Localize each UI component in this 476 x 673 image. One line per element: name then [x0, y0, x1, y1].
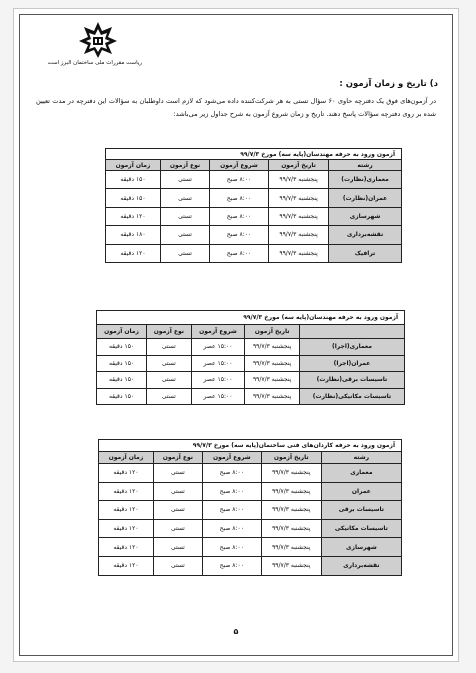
- duration-cell: ۱۵۰ دقیقه: [97, 355, 147, 372]
- start-cell: ۸:۰۰ صبح: [209, 207, 268, 225]
- duration-cell: ۱۵۰ دقیقه: [97, 388, 147, 405]
- header-type: نوع آزمون: [153, 452, 202, 464]
- date-cell: پنجشنبه ۹۹/۷/۳: [269, 244, 329, 262]
- date-cell: پنجشنبه ۹۹/۷/۳: [261, 464, 321, 483]
- header-date: تاریخ آزمون: [245, 325, 300, 339]
- type-cell: تستی: [161, 226, 210, 244]
- start-cell: ۸:۰۰ صبح: [202, 501, 261, 520]
- duration-cell: ۱۵۰ دقیقه: [106, 189, 161, 207]
- header-date: تاریخ آزمون: [261, 452, 321, 464]
- field-cell: معماری(اجرا): [299, 339, 404, 356]
- start-cell: ۸:۰۰ صبح: [209, 189, 268, 207]
- type-cell: تستی: [153, 519, 202, 538]
- start-cell: ۸:۰۰ صبح: [209, 171, 268, 189]
- table-row: [97, 355, 405, 372]
- duration-cell: ۱۲۰ دقیقه: [99, 482, 154, 501]
- table-row: [99, 464, 402, 483]
- duration-cell: ۱۲۰ دقیقه: [99, 519, 154, 538]
- type-cell: تستی: [161, 244, 210, 262]
- date-cell: پنجشنبه ۹۹/۷/۳: [245, 388, 300, 405]
- type-cell: تستی: [147, 339, 191, 356]
- header-field: رشته: [329, 160, 402, 171]
- type-cell: تستی: [153, 538, 202, 557]
- star-emblem-icon: [78, 21, 118, 59]
- duration-cell: ۱۲۰ دقیقه: [106, 207, 161, 225]
- header-duration: زمان آزمون: [99, 452, 154, 464]
- table-caption: آزمون ورود به حرفه مهندسان(پایه سه) مورخ ۹۹/۷/۳: [97, 311, 405, 325]
- logo-caption: ریاست مقررات ملی ساختمان البرز است: [47, 60, 142, 66]
- duration-cell: ۱۵۰ دقیقه: [106, 171, 161, 189]
- date-cell: پنجشنبه ۹۹/۷/۳: [245, 355, 300, 372]
- field-cell: معماری: [321, 464, 401, 483]
- duration-cell: ۱۲۰ دقیقه: [99, 538, 154, 557]
- field-cell: شهرسازی: [329, 207, 402, 225]
- date-cell: پنجشنبه ۹۹/۷/۳: [261, 519, 321, 538]
- intro-paragraph: [36, 95, 436, 121]
- duration-cell: ۱۲۰ دقیقه: [99, 464, 154, 483]
- table-row: [99, 482, 402, 501]
- table-row: [97, 388, 405, 405]
- type-cell: تستی: [153, 482, 202, 501]
- date-cell: پنجشنبه ۹۹/۷/۳: [269, 226, 329, 244]
- date-cell: پنجشنبه ۹۹/۷/۳: [269, 189, 329, 207]
- field-cell: نقشه‌برداری: [321, 556, 401, 575]
- field-cell: شهرسازی: [321, 538, 401, 557]
- type-cell: تستی: [153, 464, 202, 483]
- type-cell: تستی: [153, 501, 202, 520]
- header-duration: زمان آزمون: [106, 160, 161, 171]
- duration-cell: ۱۲۰ دقیقه: [99, 501, 154, 520]
- duration-cell: ۱۸۰ دقیقه: [106, 226, 161, 244]
- header-type: نوع آزمون: [161, 160, 210, 171]
- field-cell: عمران: [321, 482, 401, 501]
- start-cell: ۸:۰۰ صبح: [202, 519, 261, 538]
- type-cell: تستی: [153, 556, 202, 575]
- type-cell: تستی: [147, 372, 191, 389]
- table-row: [99, 556, 402, 575]
- header-type: نوع آزمون: [147, 325, 191, 339]
- field-cell: تاسیسات مکانیکی(نظارت): [299, 388, 404, 405]
- table-row: [106, 244, 402, 262]
- type-cell: تستی: [161, 171, 210, 189]
- table-row: [97, 372, 405, 389]
- header-start: شروع آزمون: [202, 452, 261, 464]
- field-cell: تاسیسات مکانیکی: [321, 519, 401, 538]
- date-cell: پنجشنبه ۹۹/۷/۳: [245, 372, 300, 389]
- date-cell: پنجشنبه ۹۹/۷/۳: [245, 339, 300, 356]
- date-cell: پنجشنبه ۹۹/۷/۳: [269, 171, 329, 189]
- start-cell: ۱۵:۰۰ عصر: [191, 355, 245, 372]
- field-cell: معماری(نظارت): [329, 171, 402, 189]
- field-cell: ترافیک: [329, 244, 402, 262]
- start-cell: ۱۵:۰۰ عصر: [191, 339, 245, 356]
- field-cell: تاسیسات برقی: [321, 501, 401, 520]
- table-row: [99, 538, 402, 557]
- table-row: [97, 339, 405, 356]
- table-row: [106, 171, 402, 189]
- intro-text: در آزمون‌های فوق یک دفترچه حاوی ۶۰ سؤال تستی به هر شرکت‌کننده داده می‌شود که لازم است داوطلبان به سؤالات این دفترچه در مدت تعیین شده بر روی دفترچه سؤالات پاسخ دهند. تاریخ و زمان شروع آزمون به شرح جداول زیر می‌باشد:: [36, 97, 437, 118]
- start-cell: ۸:۰۰ صبح: [209, 244, 268, 262]
- field-cell: عمران(نظارت): [329, 189, 402, 207]
- table-row: [99, 501, 402, 520]
- page-number: ۵: [233, 627, 239, 636]
- start-cell: ۱۵:۰۰ عصر: [191, 388, 245, 405]
- type-cell: تستی: [161, 207, 210, 225]
- table-row: [99, 519, 402, 538]
- header-start: شروع آزمون: [209, 160, 268, 171]
- type-cell: تستی: [161, 189, 210, 207]
- type-cell: تستی: [147, 355, 191, 372]
- duration-cell: ۱۲۰ دقیقه: [99, 556, 154, 575]
- date-cell: پنجشنبه ۹۹/۷/۳: [261, 556, 321, 575]
- section-heading: د) تاریخ و زمان آزمون :: [339, 79, 438, 89]
- start-cell: ۸:۰۰ صبح: [202, 464, 261, 483]
- start-cell: ۸:۰۰ صبح: [202, 538, 261, 557]
- document-page: [13, 8, 459, 662]
- organization-logo: [47, 21, 142, 71]
- technicians-exam-table: [98, 439, 402, 576]
- type-cell: تستی: [147, 388, 191, 405]
- date-cell: پنجشنبه ۹۹/۷/۳: [261, 482, 321, 501]
- field-cell: تاسیسات برقی(نظارت): [299, 372, 404, 389]
- header-field: [299, 325, 404, 339]
- table-row: [106, 207, 402, 225]
- engineers-morning-exam-table: [105, 148, 402, 263]
- date-cell: پنجشنبه ۹۹/۷/۳: [261, 538, 321, 557]
- start-cell: ۸:۰۰ صبح: [202, 556, 261, 575]
- engineers-afternoon-exam-table: [96, 310, 405, 405]
- table-row: [106, 189, 402, 207]
- start-cell: ۱۵:۰۰ عصر: [191, 372, 245, 389]
- start-cell: ۸:۰۰ صبح: [202, 482, 261, 501]
- field-cell: عمران(اجرا): [299, 355, 404, 372]
- date-cell: پنجشنبه ۹۹/۷/۳: [261, 501, 321, 520]
- header-start: شروع آزمون: [191, 325, 245, 339]
- header-duration: زمان آزمون: [97, 325, 147, 339]
- field-cell: نقشه‌برداری: [329, 226, 402, 244]
- date-cell: پنجشنبه ۹۹/۷/۳: [269, 207, 329, 225]
- header-field: رشته: [321, 452, 401, 464]
- duration-cell: ۱۲۰ دقیقه: [106, 244, 161, 262]
- start-cell: ۸:۰۰ صبح: [209, 226, 268, 244]
- header-date: تاریخ آزمون: [269, 160, 329, 171]
- duration-cell: ۱۵۰ دقیقه: [97, 339, 147, 356]
- table-row: [106, 226, 402, 244]
- duration-cell: ۱۵۰ دقیقه: [97, 372, 147, 389]
- table-caption: آزمون ورود به حرفه مهندسان(پایه سه) مورخ ۹۹/۷/۳: [106, 149, 402, 160]
- table-caption: آزمون ورود به حرفه کاردان‌های فنی ساختمان(پایه سه) مورخ ۹۹/۷/۳: [99, 440, 402, 452]
